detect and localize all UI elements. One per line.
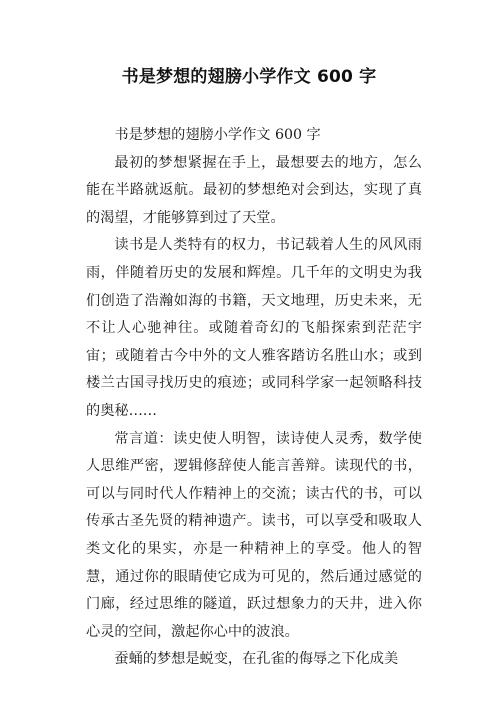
paragraph: 常言道：读史使人明智，读诗使人灵秀，数学使人思维严密，逻辑修辞使人能言善辩。读现代的书，可以与同时代人作精神上的交流；读古代的书，可以传承古圣先贤的精神遗产。读书，可以享受和吸取人类文化的果实，亦是一种精神上的享受。他人的智慧，通过你的眼睛使它成为可见的，然后通过感觉的门廊，经过思维的隧道，跃过想象力的天井，进入你心灵的空间，激起你心中的波浪。	[86, 430, 422, 640]
paragraph: 最初的梦想紧握在手上，最想要去的地方，怎么能在半路就返航。最初的梦想绝对会到达，实现了真的渴望，才能够算到过了天堂。	[86, 154, 422, 226]
document-title: 书是梦想的翅膀小学作文 600 字	[121, 67, 377, 87]
paragraph: 读书是人类特有的权力，书记载着人生的风风雨雨，伴随着历史的发展和辉煌。几千年的文明史为我们创造了浩瀚如海的书籍，天文地理，历史未来，无不让人心驰神往。或随着奇幻的飞船探索到茫茫宇宙；或随着古今中外的文人雅客踏访名胜山水；或到楼兰古国寻找历史的痕迹；或同科学家一起领略科技的奥秘……	[86, 237, 422, 419]
paragraph: 蚕蛹的梦想是蜕变，在孔雀的侮辱之下化成美	[114, 651, 399, 668]
document-body	[86, 122, 422, 674]
paragraph-subtitle: 书是梦想的翅膀小学作文 600 字	[114, 127, 321, 143]
